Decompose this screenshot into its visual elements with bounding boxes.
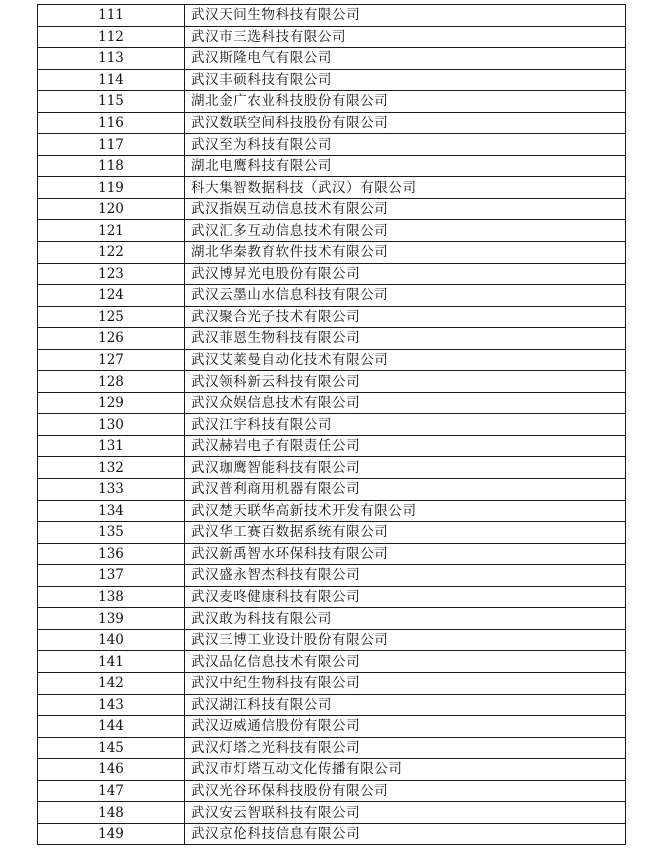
company-name: 武汉京伦科技信息有限公司 <box>185 823 626 845</box>
row-number: 134 <box>38 500 185 522</box>
company-name: 武汉艾莱曼自动化技术有限公司 <box>185 349 626 371</box>
company-name: 武汉云墨山水信息科技有限公司 <box>185 285 626 307</box>
table-row <box>38 263 626 285</box>
table-row <box>38 112 626 134</box>
table-row <box>38 522 626 544</box>
table-row <box>38 306 626 328</box>
company-name: 武汉三博工业设计股份有限公司 <box>185 629 626 651</box>
company-name: 武汉中纪生物科技有限公司 <box>185 672 626 694</box>
table-row <box>38 565 626 587</box>
row-number: 126 <box>38 328 185 350</box>
table-row <box>38 694 626 716</box>
company-name: 武汉麦咚健康科技有限公司 <box>185 586 626 608</box>
row-number: 143 <box>38 694 185 716</box>
table-row <box>38 500 626 522</box>
row-number: 119 <box>38 177 185 199</box>
company-name: 武汉光谷环保科技股份有限公司 <box>185 780 626 802</box>
table-row <box>38 608 626 630</box>
row-number: 142 <box>38 672 185 694</box>
company-name: 武汉湖江科技有限公司 <box>185 694 626 716</box>
row-number: 116 <box>38 112 185 134</box>
company-name: 武汉安云智联科技有限公司 <box>185 802 626 824</box>
company-name: 武汉博昇光电股份有限公司 <box>185 263 626 285</box>
company-name: 武汉楚天联华高新技术开发有限公司 <box>185 500 626 522</box>
company-name: 武汉迈威通信股份有限公司 <box>185 716 626 738</box>
table-row <box>38 651 626 673</box>
company-name: 湖北华秦教育软件技术有限公司 <box>185 242 626 264</box>
row-number: 122 <box>38 242 185 264</box>
row-number: 148 <box>38 802 185 824</box>
company-name: 武汉新禹智水环保科技有限公司 <box>185 543 626 565</box>
table-row <box>38 134 626 156</box>
company-name: 武汉敢为科技有限公司 <box>185 608 626 630</box>
table-row <box>38 672 626 694</box>
table-row <box>38 543 626 565</box>
table-row <box>38 155 626 177</box>
row-number: 124 <box>38 285 185 307</box>
table-body <box>38 5 626 845</box>
row-number: 137 <box>38 565 185 587</box>
table-row <box>38 371 626 393</box>
row-number: 145 <box>38 737 185 759</box>
company-list-table <box>37 4 626 845</box>
company-name: 武汉至为科技有限公司 <box>185 134 626 156</box>
row-number: 118 <box>38 155 185 177</box>
table-row <box>38 220 626 242</box>
table-row <box>38 48 626 70</box>
row-number: 112 <box>38 26 185 48</box>
table-row <box>38 716 626 738</box>
table-row <box>38 802 626 824</box>
row-number: 132 <box>38 457 185 479</box>
company-name: 武汉品亿信息技术有限公司 <box>185 651 626 673</box>
company-name: 武汉江宇科技有限公司 <box>185 414 626 436</box>
table-row <box>38 457 626 479</box>
company-name: 武汉数联空间科技股份有限公司 <box>185 112 626 134</box>
row-number: 113 <box>38 48 185 70</box>
row-number: 111 <box>38 5 185 27</box>
company-name: 武汉华工赛百数据系统有限公司 <box>185 522 626 544</box>
table-row <box>38 414 626 436</box>
table-row <box>38 328 626 350</box>
row-number: 115 <box>38 91 185 113</box>
row-number: 144 <box>38 716 185 738</box>
company-name: 武汉天问生物科技有限公司 <box>185 5 626 27</box>
row-number: 127 <box>38 349 185 371</box>
row-number: 128 <box>38 371 185 393</box>
row-number: 114 <box>38 69 185 91</box>
row-number: 125 <box>38 306 185 328</box>
company-name: 武汉汇多互动信息技术有限公司 <box>185 220 626 242</box>
company-name: 武汉市三选科技有限公司 <box>185 26 626 48</box>
company-name: 武汉聚合光子技术有限公司 <box>185 306 626 328</box>
row-number: 131 <box>38 435 185 457</box>
row-number: 135 <box>38 522 185 544</box>
table-row <box>38 26 626 48</box>
company-name: 科大集智数据科技（武汉）有限公司 <box>185 177 626 199</box>
row-number: 149 <box>38 823 185 845</box>
company-name: 湖北金广农业科技股份有限公司 <box>185 91 626 113</box>
table-row <box>38 5 626 27</box>
company-name: 武汉赫岩电子有限责任公司 <box>185 435 626 457</box>
company-name: 武汉普利商用机器有限公司 <box>185 479 626 501</box>
row-number: 136 <box>38 543 185 565</box>
table-row <box>38 349 626 371</box>
company-name: 武汉斯隆电气有限公司 <box>185 48 626 70</box>
company-name: 武汉菲恩生物科技有限公司 <box>185 328 626 350</box>
company-name: 武汉珈鹰智能科技有限公司 <box>185 457 626 479</box>
company-name: 武汉丰硕科技有限公司 <box>185 69 626 91</box>
table-row <box>38 629 626 651</box>
table-row <box>38 198 626 220</box>
row-number: 120 <box>38 198 185 220</box>
row-number: 141 <box>38 651 185 673</box>
row-number: 129 <box>38 392 185 414</box>
row-number: 121 <box>38 220 185 242</box>
table-row <box>38 177 626 199</box>
row-number: 123 <box>38 263 185 285</box>
row-number: 133 <box>38 479 185 501</box>
table-row <box>38 737 626 759</box>
table-row <box>38 435 626 457</box>
table-row <box>38 780 626 802</box>
row-number: 138 <box>38 586 185 608</box>
table-row <box>38 479 626 501</box>
company-name: 武汉指娱互动信息技术有限公司 <box>185 198 626 220</box>
row-number: 147 <box>38 780 185 802</box>
table-row <box>38 69 626 91</box>
row-number: 146 <box>38 759 185 781</box>
company-name: 武汉灯塔之光科技有限公司 <box>185 737 626 759</box>
company-name: 武汉众娱信息技术有限公司 <box>185 392 626 414</box>
company-name: 武汉领科新云科技有限公司 <box>185 371 626 393</box>
row-number: 130 <box>38 414 185 436</box>
company-name: 湖北电鹰科技有限公司 <box>185 155 626 177</box>
table-row <box>38 586 626 608</box>
table-row <box>38 242 626 264</box>
table-row <box>38 759 626 781</box>
table-row <box>38 285 626 307</box>
table-row <box>38 392 626 414</box>
row-number: 117 <box>38 134 185 156</box>
company-name: 武汉市灯塔互动文化传播有限公司 <box>185 759 626 781</box>
row-number: 139 <box>38 608 185 630</box>
table-row <box>38 91 626 113</box>
company-name: 武汉盛永智杰科技有限公司 <box>185 565 626 587</box>
table-row <box>38 823 626 845</box>
row-number: 140 <box>38 629 185 651</box>
